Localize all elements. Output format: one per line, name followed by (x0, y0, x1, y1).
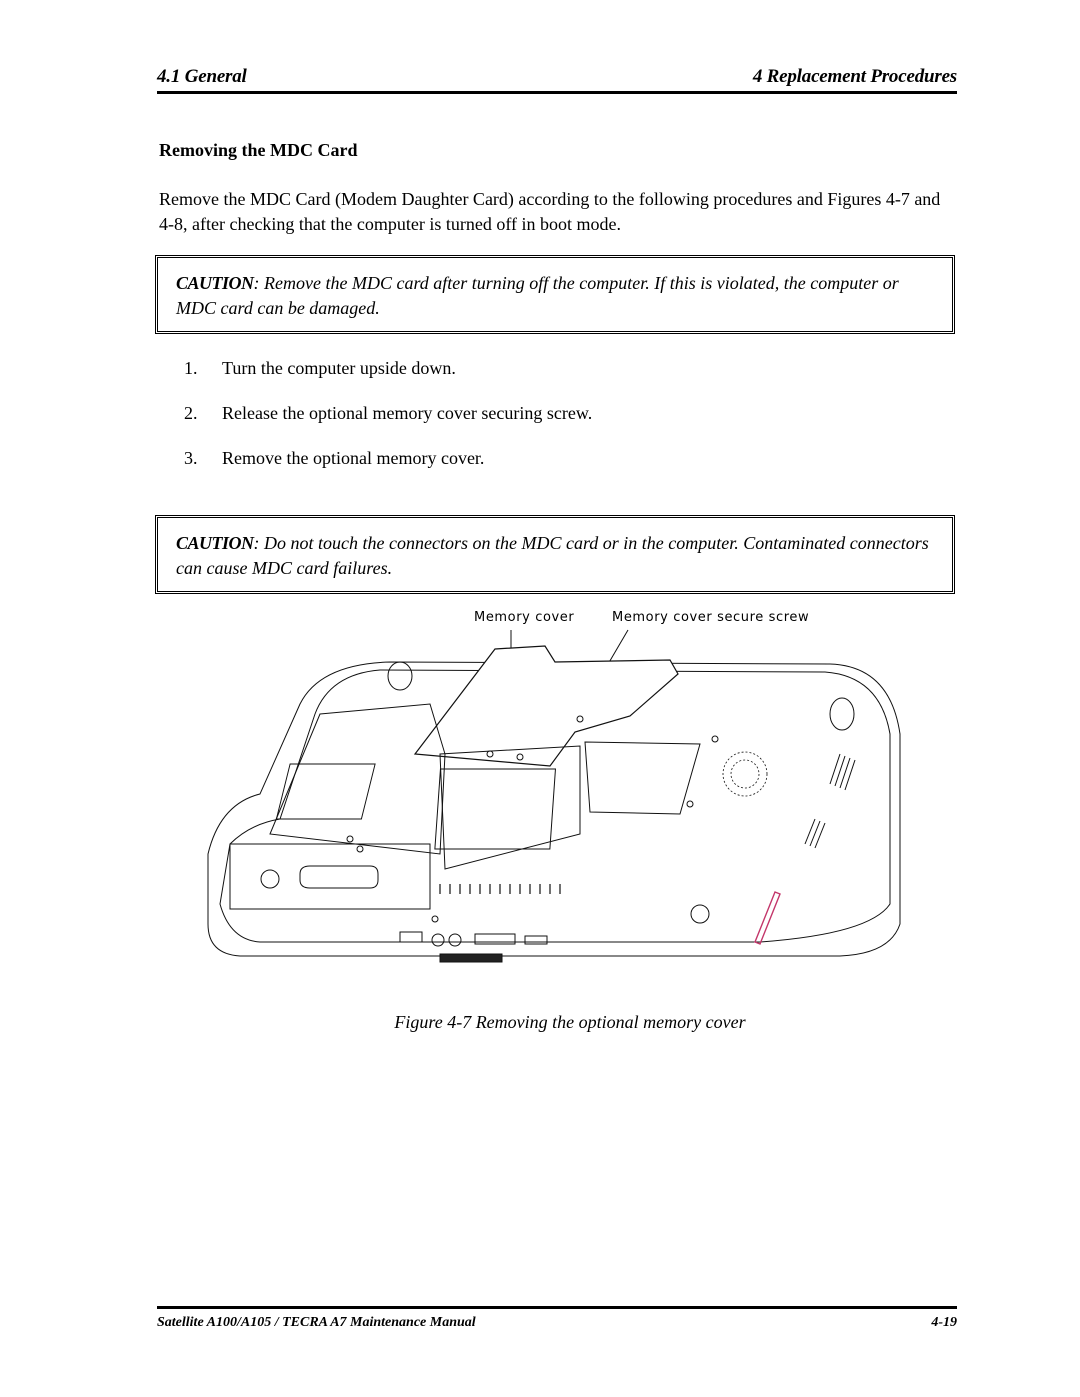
label-memory-cover-screw: Memory cover secure screw (612, 610, 810, 625)
header-section: 4.1 General (157, 66, 247, 87)
step-number: 3. (184, 448, 198, 468)
step-list (184, 358, 592, 493)
caution-label: CAUTION (176, 533, 254, 553)
label-memory-cover: Memory cover (474, 610, 575, 625)
footer-page-number: 4-19 (931, 1315, 957, 1330)
step-text: Remove the optional memory cover. (222, 448, 485, 468)
caution-text: : Remove the MDC card after turning off the computer. If this is violated, the computer or MDC card can be damaged. (176, 273, 899, 318)
header-chapter: 4 Replacement Procedures (752, 66, 957, 87)
step-number: 1. (184, 358, 198, 378)
header-divider (157, 91, 957, 94)
figure-caption: Figure 4-7 Removing the optional memory cover (394, 1012, 746, 1032)
caution-text: : Do not touch the connectors on the MDC card or in the computer. Contaminated connectors can cause MDC card failures. (176, 533, 929, 578)
caution-box-2 (155, 515, 955, 594)
footer-divider (157, 1306, 957, 1309)
caution-box-1 (155, 255, 955, 334)
caution-label: CAUTION (176, 273, 254, 293)
list-item (184, 448, 592, 493)
intro-paragraph: Remove the MDC Card (Modem Daughter Card) according to the following procedures and Figures 4-7 and 4-8, after checking that the computer is turned off in boot mode. (159, 189, 941, 234)
list-item (184, 403, 592, 448)
laptop-underside-drawing (200, 604, 920, 984)
footer-manual-title: Satellite A100/A105 / TECRA A7 Maintenance Manual (157, 1315, 476, 1330)
page-footer (157, 1315, 957, 1331)
section-title: Removing the MDC Card (159, 140, 358, 160)
step-text: Release the optional memory cover securing screw. (222, 403, 593, 423)
list-item (184, 358, 592, 403)
page-header (157, 66, 957, 90)
figure-laptop-underside (200, 604, 920, 984)
step-number: 2. (184, 403, 198, 423)
step-text: Turn the computer upside down. (222, 358, 456, 378)
